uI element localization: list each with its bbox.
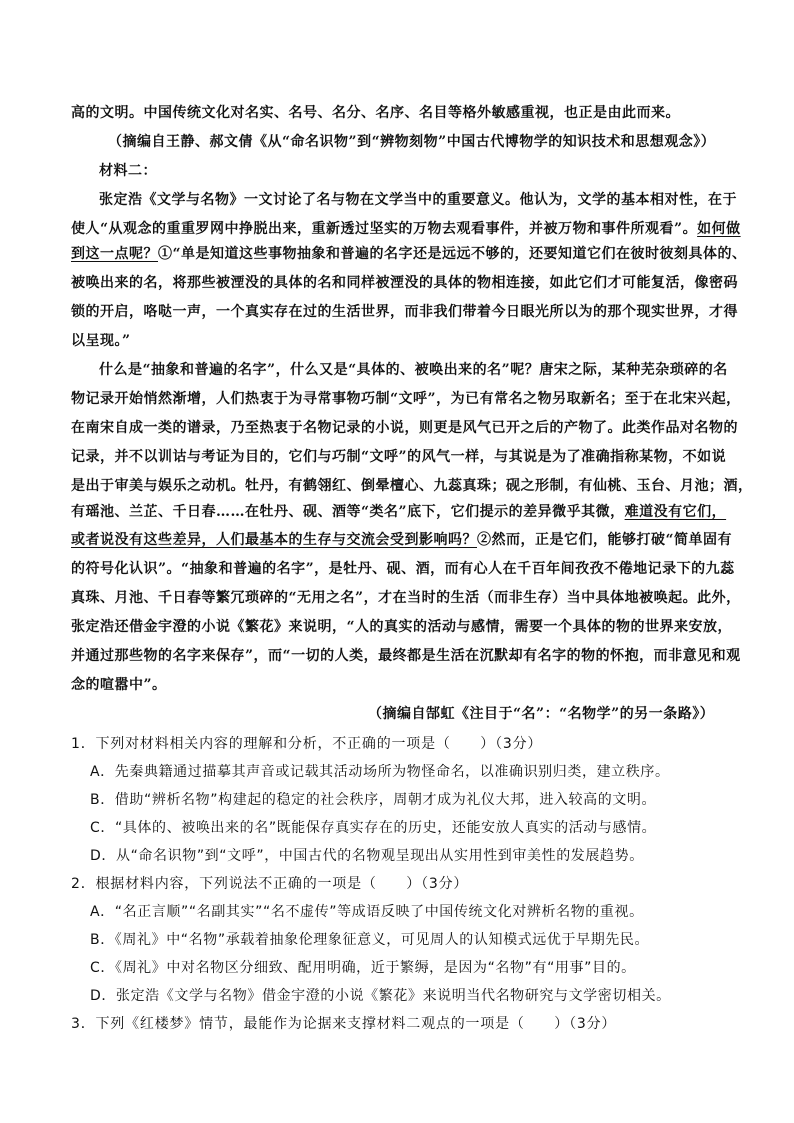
passage-line-20: 并通过那些物的名字来保存”，而“一切的人类，最终都是生活在沉默却有名字的物的怀抱，而非意见和观 bbox=[71, 648, 741, 664]
passage-text: 使人“从观念的重重罗网中挣脱出来，重新透过坚实的万物去观看事件，并被万物和事件所观看”。 bbox=[71, 221, 698, 237]
question-3-stem: 3．下列《红楼梦》情节，最能作为论据来支撑材料二观点的一项是（ ）（3分） bbox=[71, 1016, 617, 1032]
underlined-sentence-1-part: 如何做 bbox=[697, 221, 741, 237]
passage-line-14: 是出于审美与娱乐之动机。牡丹，有鹤翎红、倒晕檀心、九蕊真珠；砚之形制，有仙桃、玉台、月池；酒， bbox=[71, 478, 753, 494]
question-2-option-b: B．《周礼》中“名物”承载着抽象伦理象征意义，可见周人的认知模式远优于早期先民。 bbox=[90, 932, 650, 948]
passage-line-9: 以呈现。” bbox=[71, 333, 131, 349]
passage-line-13: 记录，并不以训诂与考证为目的，它们与巧制“文呼”的风气一样，与其说是为了准确指称某物，不如说 bbox=[71, 449, 727, 465]
passage-line-15 bbox=[71, 502, 727, 522]
passage-line-6 bbox=[71, 244, 747, 264]
underlined-sentence-2-part: 难道没有它们， bbox=[624, 504, 727, 520]
passage-line-17: 的符号化认识”。“抽象和普遍的名字”，是牡丹、砚、酒，而有心人在千百年间孜孜不倦地记录下的九蕊 bbox=[71, 561, 735, 577]
passage-line-12: 在南宋自成一类的谱录，乃至热衷于名物记录的小说，则更是风气已开之后的产物了。此类作品对名物的 bbox=[71, 420, 738, 436]
passage-line-18: 真珠、月池、千日春等繁冗琐碎的“无用之名”，才在当时的生活（而非生存）当中具体地被唤起。此外， bbox=[71, 590, 741, 606]
underlined-sentence-2-end: 或者说没有这些差异，人们最基本的生存与交流会受到影响吗？ bbox=[71, 532, 477, 548]
passage-line-16 bbox=[71, 530, 733, 550]
passage-line-1: 高的文明。中国传统文化对名实、名号、名分、名序、名目等格外敏感重视，也正是由此而来。 bbox=[71, 105, 680, 121]
passage-line-7: 被唤出来的名，将那些被湮没的具体的名和同样被湮没的具体的物相连接，如此它们才可能复活，像密码 bbox=[71, 275, 738, 291]
passage-line-11: 物记录开始悄然渐增，人们热衷于为寻常事物巧制“文呼”，为已有常名之物另取新名；至于在北宋兴起， bbox=[71, 391, 741, 407]
passage-line-19: 张定浩还借金宇澄的小说《繁花》来说明，“人的真实的活动与感情，需要一个具体的物的世界来安放， bbox=[71, 619, 733, 635]
question-1-option-d: D．从“命名识物”到“文呼”，中国古代的名物观呈现出从实用性到审美性的发展趋势。 bbox=[90, 848, 644, 864]
underlined-sentence-1-end: 到这一点呢？ bbox=[71, 246, 158, 262]
question-1-stem: 1．下列对材料相关内容的理解和分析，不正确的一项是（ ）（3分） bbox=[71, 736, 543, 752]
question-2-stem: 2．根据材料内容，下列说法不正确的一项是（ ）（3分） bbox=[71, 876, 469, 892]
question-1-option-a: A．先秦典籍通过描摹其声音或记载其活动场所为物怪命名，以准确识别归类，建立秩序。 bbox=[90, 764, 670, 780]
source-citation-material-2: （摘编自郜虹《注目于“名”：“名物学”的另一条路》） bbox=[368, 706, 715, 722]
question-2-option-a: A．“名正言顺”“名副其实”“名不虚传”等成语反映了中国传统文化对辨析名物的重视。 bbox=[90, 904, 644, 920]
material-2-heading: 材料二： bbox=[99, 163, 157, 179]
passage-line-4: 张定浩《文学与名物》一文讨论了名与物在文学当中的重要意义。他认为，文学的基本相对性，在于 bbox=[99, 192, 737, 208]
question-1-option-b: B．借助“辨析名物”构建起的稳定的社会秩序，周朝才成为礼仪大邦，进入较高的文明。 bbox=[90, 792, 657, 808]
passage-text: ②然而，正是它们，能够打破“简单固有 bbox=[477, 532, 733, 548]
passage-line-10: 什么是“抽象和普遍的名字”，什么又是“具体的、被唤出来的名”呢？唐宋之际，某种芜杂琐碎的名 bbox=[99, 362, 728, 378]
source-citation-material-1: （摘编自王静、郝文倩《从“命名识物”到“辨物刻物”中国古代博物学的知识技术和思想观念》） bbox=[108, 134, 716, 150]
question-2-option-d: D．张定浩《文学与名物》借金宇澄的小说《繁花》来说明当代名物研究与文学密切相关。 bbox=[90, 988, 671, 1004]
passage-line-5 bbox=[71, 219, 741, 239]
passage-text: 有瑶池、兰芷、千日春……在牡丹、砚、酒等“类名”底下，它们提示的差异微乎其微， bbox=[71, 504, 625, 520]
passage-text: ①“单是知道这些事物抽象和普遍的名字还是远远不够的，还要知道它们在彼时彼刻具体的、 bbox=[158, 246, 747, 262]
question-2-option-c: C．《周礼》中对名物区分细致、配用明确，近于繁缛，是因为“名物”有“用事”目的。 bbox=[90, 960, 636, 976]
question-1-option-c: C．“具体的、被唤出来的名”既能保存真实存在的历史，还能安放人真实的活动与感情。 bbox=[90, 820, 657, 836]
passage-line-21: 念的喧嚣中”。 bbox=[71, 677, 167, 693]
passage-line-8: 锁的开启，咯哒一声，一个真实存在过的生活世界，而非我们带着今日眼光所以为的那个现实世界，才得 bbox=[71, 304, 738, 320]
